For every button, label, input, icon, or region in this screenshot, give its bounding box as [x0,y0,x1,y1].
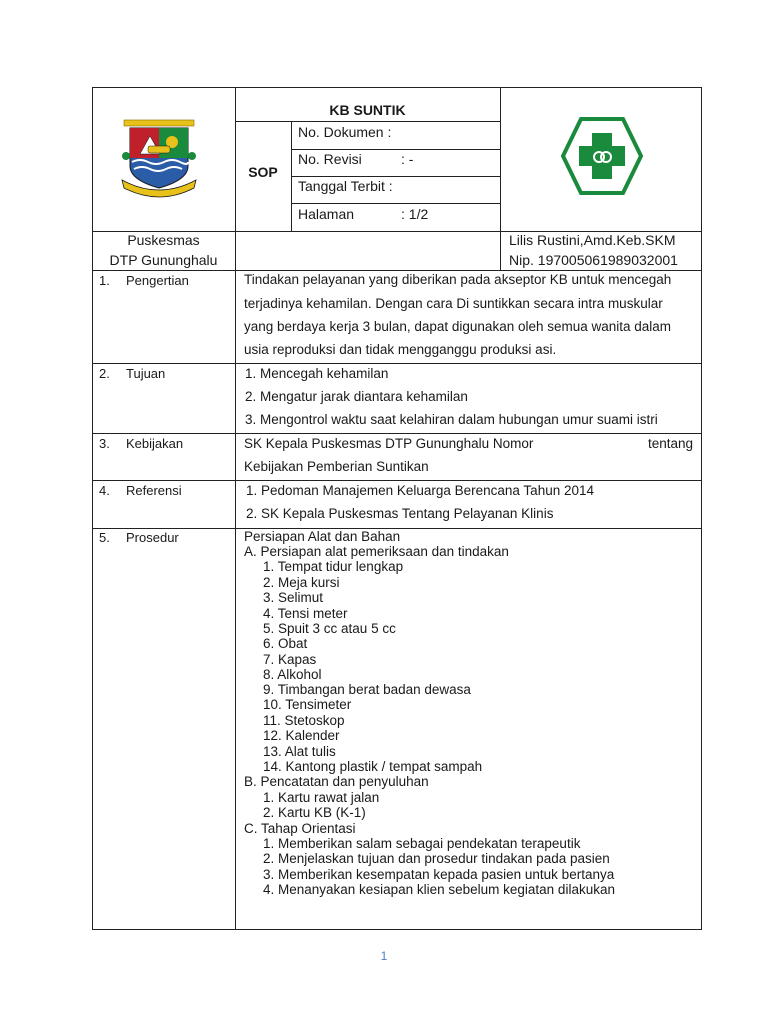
text-line: yang berdaya kerja 3 bulan, dapat digunakan oleh semua wanita dalam [244,319,672,334]
section-number: 2. [99,366,110,381]
signer-name: Lilis Rustini,Amd.Keb.SKM [509,232,676,248]
list-item: 1. Tempat tidur lengkap [263,559,404,574]
document-title: KB SUNTIK [329,102,406,118]
kebijakan-line2: Kebijakan Pemberian Suntikan [244,459,429,474]
document-number-label: No. Dokumen : [298,124,392,140]
revision-label: No. Revisi [298,151,362,167]
sop-label: SOP [248,164,278,180]
list-item: 12. Kalender [263,728,340,743]
list-item: 1. Kartu rawat jalan [263,790,380,805]
list-item: 3. Memberikan kesempatan kepada pasien untuk bertanya [263,867,615,882]
health-cross-logo [561,117,643,195]
group-heading: B. Pencatatan dan penyuluhan [244,774,429,789]
list-item: 2. Menjelaskan tujuan dan prosedur tindakan pada pasien [263,851,610,866]
kebijakan-line1-right: tentang [648,436,694,451]
list-item: 1. Memberikan salam sebagai pendekatan terapeutik [263,836,581,851]
page-number: 1 [380,949,388,963]
list-item: 2. Meja kursi [263,575,340,590]
text-line: terjadinya kehamilan. Dengan cara Di suntikkan secara intra muskular [244,296,663,311]
list-item: 7. Kapas [263,652,317,667]
list-item: 1. Mencegah kehamilan [245,366,389,381]
org-name-line1: Puskesmas [127,232,200,248]
list-item: 2. Mengatur jarak diantara kehamilan [245,389,468,404]
list-item: 6. Obat [263,636,308,651]
list-item: 5. Spuit 3 cc atau 5 cc [263,621,396,636]
text-line: Tindakan pelayanan yang diberikan pada akseptor KB untuk mencegah [244,272,672,287]
section-label-pengertian: Pengertian [126,273,189,288]
section-label-referensi: Referensi [126,483,182,498]
list-item: 1. Pedoman Manajemen Keluarga Berencana Tahun 2014 [246,483,595,498]
org-name-line2: DTP Gununghalu [109,252,218,268]
issue-date-label: Tanggal Terbit : [298,178,393,194]
section-label-tujuan: Tujuan [126,366,166,381]
section-number: 3. [99,436,110,451]
list-item: 4. Tensi meter [263,606,348,621]
list-item: 3. Mengontrol waktu saat kelahiran dalam hubungan umur suami istri [245,412,658,427]
revision-value: : - [401,151,414,167]
section-number: 5. [99,530,110,545]
list-item: 9. Timbangan berat badan dewasa [263,682,471,697]
list-item: 11. Stetoskop [263,713,345,728]
prosedur-intro: Persiapan Alat dan Bahan [244,529,401,544]
list-item: 3. Selimut [263,590,324,605]
list-item: 2. SK Kepala Puskesmas Tentang Pelayanan Klinis [246,506,554,521]
page-label: Halaman [298,206,355,222]
signer-nip: Nip. 197005061989032001 [509,252,678,268]
regional-emblem-logo [120,118,198,198]
group-heading: A. Persiapan alat pemeriksaan dan tindakan [244,544,509,559]
page-value: : 1/2 [401,206,429,222]
list-item: 8. Alkohol [263,667,322,682]
section-number: 4. [99,483,110,498]
list-item: 10. Tensimeter [263,697,352,712]
section-label-kebijakan: Kebijakan [126,436,184,451]
list-item: 4. Menanyakan kesiapan klien sebelum kegiatan dilakukan [263,882,615,897]
list-item: 13. Alat tulis [263,744,336,759]
section-number: 1. [99,273,110,288]
list-item: 2. Kartu KB (K-1) [263,805,366,820]
group-heading: C. Tahap Orientasi [244,821,356,836]
section-label-prosedur: Prosedur [126,530,179,545]
kebijakan-line1: SK Kepala Puskesmas DTP Gununghalu Nomor [244,436,534,451]
list-item: 14. Kantong plastik / tempat sampah [263,759,483,774]
text-line: usia reproduksi dan tidak mengganggu produksi asi. [244,342,557,357]
